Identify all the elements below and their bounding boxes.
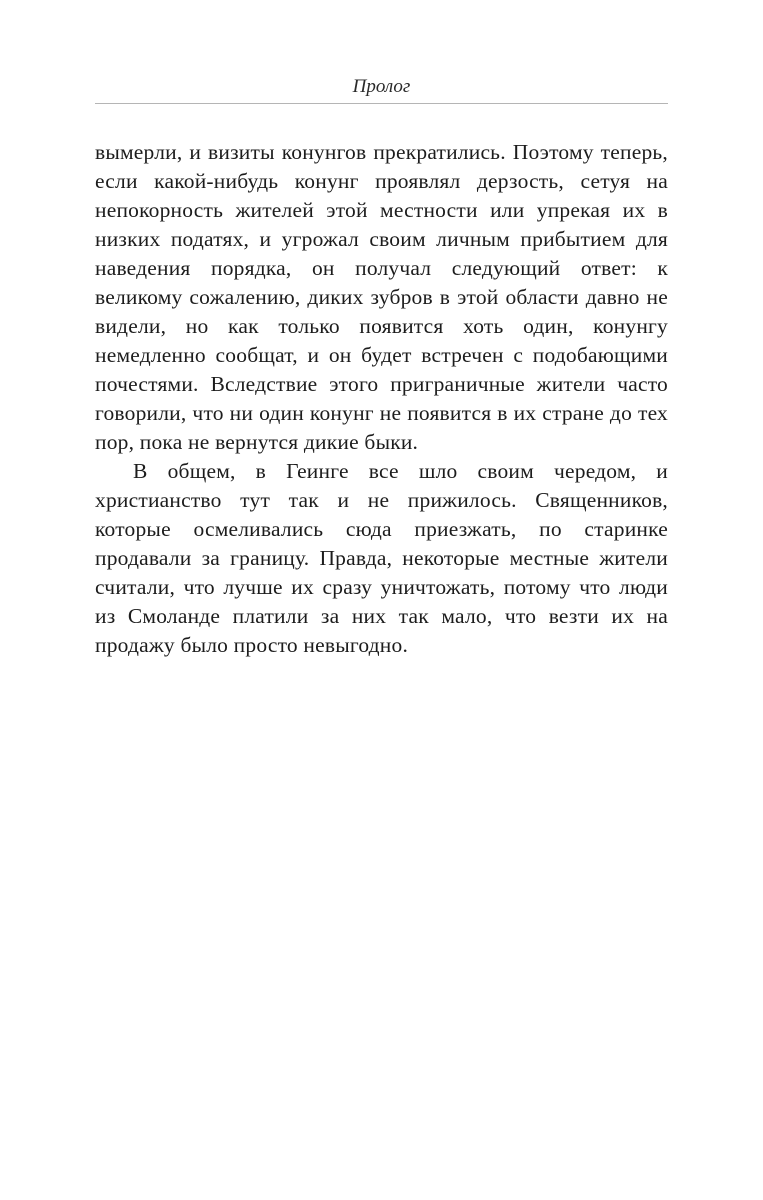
- paragraph: В общем, в Геинге все шло своим чередом, и христианство тут так и не прижилось. Священников, которые осмеливались сюда приезжать, по старинке продавали за границу. Правда, некоторые местные жители считали, что лучше их сразу уничтожать, потому что люди из Смоланде платили за них так мало, что везти их на продажу было просто невыгодно.: [95, 459, 668, 657]
- header-divider: [95, 103, 668, 104]
- paragraph: вымерли, и визиты конунгов прекратились. Поэтому теперь, если какой-нибудь конунг проявлял дерзость, сетуя на непокорность жителей этой местности или упрекая их в низких податях, и угрожал своим личным прибытием для наведения порядка, он получал следующий ответ: к великому сожалению, диких зубров в этой области давно не видели, но как только появится хоть один, конунгу немедленно сообщат, и он будет встречен с подобающими почестями. Вследствие этого приграничные жители часто говорили, что ни один конунг не появится в их стране до тех пор, пока не вернутся дикие быки.: [95, 140, 668, 454]
- page-body: [95, 138, 668, 660]
- running-head: Пролог: [352, 76, 411, 97]
